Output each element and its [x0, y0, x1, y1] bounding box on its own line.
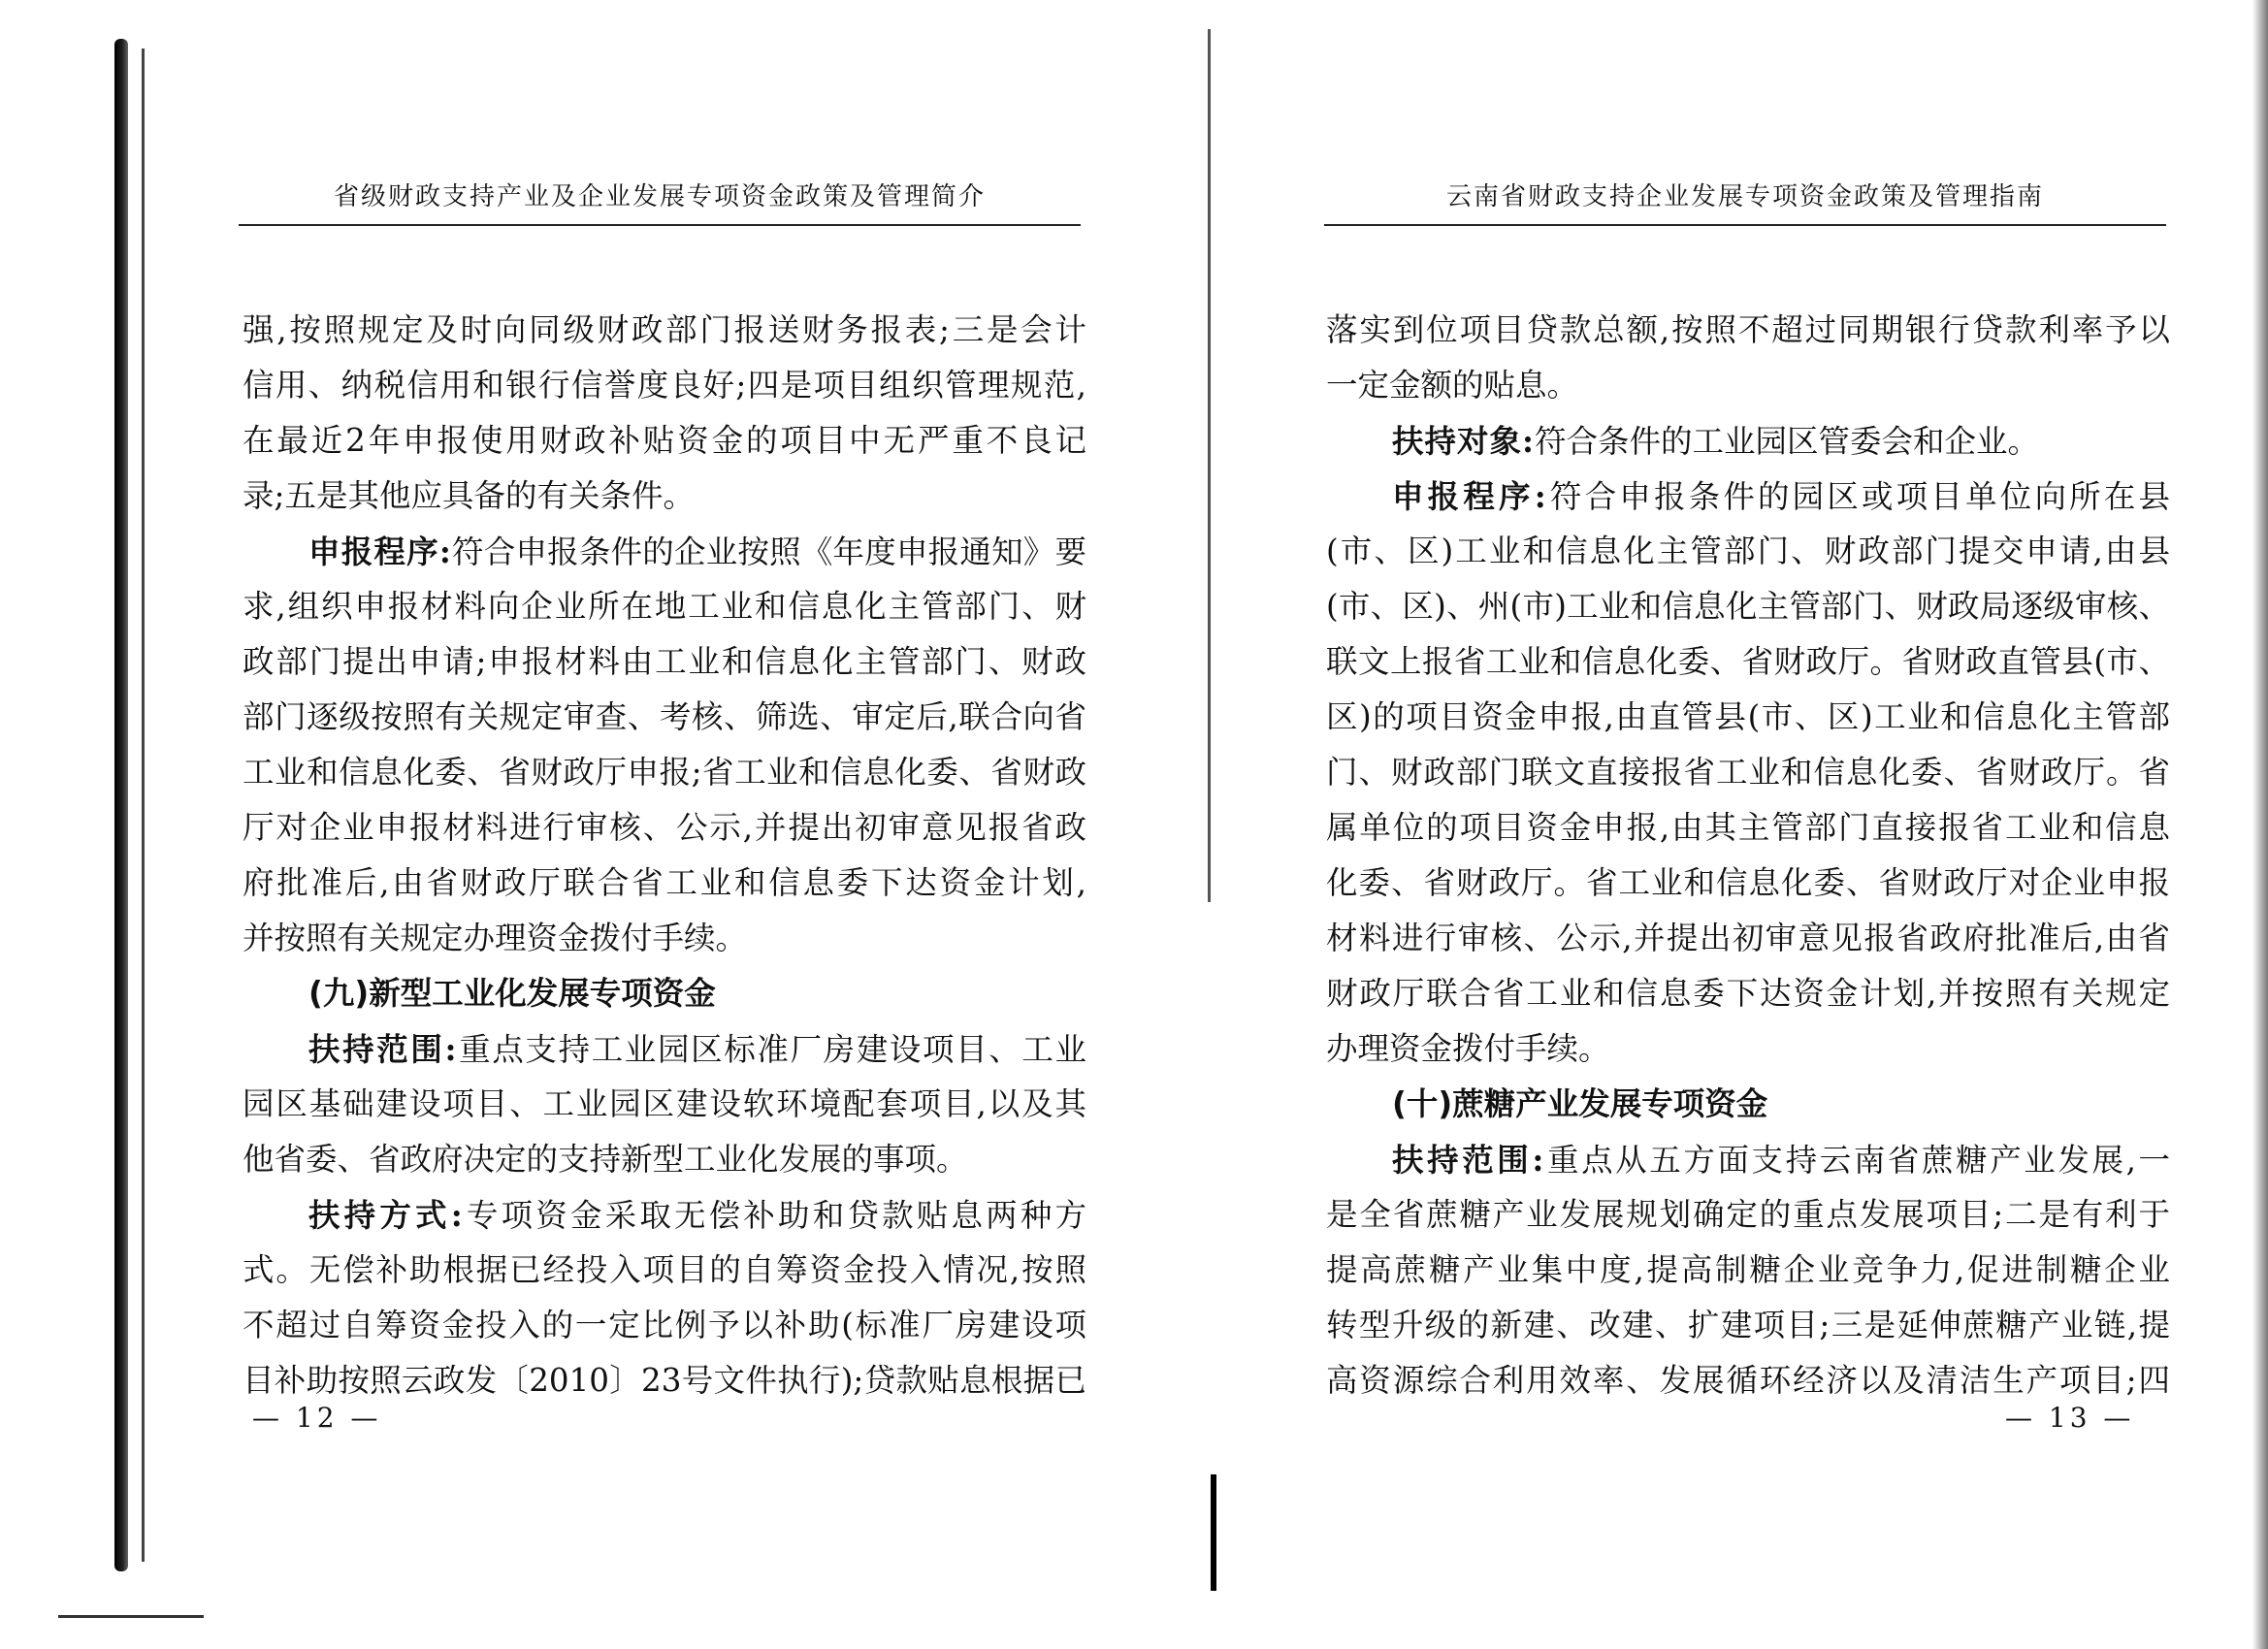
- running-head: 省级财政支持产业及企业发展专项资金政策及管理简介: [239, 178, 1081, 226]
- text-line: 高资源综合利用效率、发展循环经济以及清洁生产项目;四: [1326, 1362, 2170, 1399]
- text-line: 联文上报省工业和信息化委、省财政厅。省财政直管县(市、: [1326, 643, 2170, 680]
- label-scope: 扶持范围:: [308, 1030, 458, 1068]
- text-line: 工业和信息化委、省财政厅申报;省工业和信息化委、省财政: [243, 754, 1086, 791]
- label-procedure: 申报程序:: [308, 533, 452, 570]
- text-run: 重点支持工业园区标准厂房建设项目、工业: [457, 1031, 1086, 1068]
- text-line: 强,按照规定及时向同级财政部门报送财务报表;三是会计: [243, 311, 1086, 348]
- text-line: 厅对企业申报材料进行审核、公示,并提出初审意见报省政: [243, 809, 1086, 846]
- text-line: 化委、省财政厅。省工业和信息化委、省财政厅对企业申报: [1326, 864, 2170, 901]
- right-page: [1134, 0, 2268, 1649]
- label-procedure: 申报程序:: [1392, 477, 1547, 515]
- text-line: [1326, 1132, 2170, 1187]
- page-number: — 12 —: [252, 1402, 382, 1434]
- text-line: [1326, 469, 2170, 524]
- text-line: [243, 1021, 1086, 1077]
- text-line: 提高蔗糖产业集中度,提高制糖企业竞争力,促进制糖企业: [1326, 1251, 2170, 1288]
- text-line: 部门逐级按照有关规定审查、考核、筛选、审定后,联合向省: [243, 698, 1086, 735]
- text-line: [243, 1187, 1086, 1243]
- label-method: 扶持方式:: [308, 1196, 464, 1234]
- text-line: 政部门提出申请;申报材料由工业和信息化主管部门、财政: [243, 643, 1086, 680]
- label-scope: 扶持范围:: [1392, 1141, 1545, 1179]
- text-line: 办理资金拨付手续。: [1326, 1030, 1610, 1067]
- text-line: 信用、纳税信用和银行信誉度良好;四是项目组织管理规范,: [243, 367, 1086, 404]
- text-run: 符合申报条件的企业按照《年度申报通知》要: [451, 534, 1086, 570]
- text-run: 符合申报条件的园区或项目单位向所在县: [1546, 478, 2170, 515]
- body-text: [1326, 303, 2170, 1408]
- text-line: [243, 524, 1086, 579]
- body-text: [243, 303, 1086, 1408]
- text-line: 目补助按照云政发〔2010〕23号文件执行);贷款贴息根据已: [243, 1362, 1086, 1399]
- text-line: 求,组织申报材料向企业所在地工业和信息化主管部门、财: [243, 588, 1086, 625]
- text-line: 属单位的项目资金申报,由其主管部门直接报省工业和信息: [1326, 809, 2170, 846]
- text-line: 并按照有关规定办理资金拨付手续。: [243, 920, 748, 956]
- text-line: 材料进行审核、公示,并提出初审意见报省政府批准后,由省: [1326, 920, 2170, 956]
- text-line: 财政厅联合省工业和信息委下达资金计划,并按照有关规定: [1326, 975, 2170, 1012]
- text-line: 一定金额的贴息。: [1326, 367, 1579, 404]
- text-line: 转型升级的新建、改建、扩建项目;三是延伸蔗糖产业链,提: [1326, 1307, 2170, 1343]
- text-line: (市、区)工业和信息化主管部门、财政部门提交申请,由县: [1326, 533, 2170, 569]
- text-run: 符合条件的工业园区管委会和企业。: [1535, 423, 2040, 460]
- text-line: 园区基础建设项目、工业园区建设软环境配套项目,以及其: [243, 1085, 1086, 1122]
- text-line: 府批准后,由省财政厅联合省工业和信息委下达资金计划,: [243, 864, 1086, 901]
- text-line: [1326, 413, 2170, 469]
- running-head: 云南省财政支持企业发展专项资金政策及管理指南: [1324, 178, 2166, 226]
- section-heading: (十)蔗糖产业发展专项资金: [1392, 1085, 1768, 1122]
- page-number: — 13 —: [2005, 1402, 2135, 1434]
- text-line: 门、财政部门联文直接报省工业和信息化委、省财政厅。省: [1326, 754, 2170, 791]
- text-run: 专项资金采取无偿补助和贷款贴息两种方: [463, 1197, 1086, 1234]
- text-line: 他省委、省政府决定的支持新型工业化发展的事项。: [243, 1141, 968, 1178]
- section-heading: (九)新型工业化发展专项资金: [308, 975, 716, 1012]
- label-target: 扶持对象:: [1392, 422, 1535, 460]
- text-line: 是全省蔗糖产业发展规划确定的重点发展项目;二是有利于: [1326, 1196, 2170, 1233]
- text-run: 重点从五方面支持云南省蔗糖产业发展,一: [1544, 1142, 2170, 1179]
- text-line: 式。无偿补助根据已经投入项目的自筹资金投入情况,按照: [243, 1251, 1086, 1288]
- text-line: 录;五是其他应具备的有关条件。: [243, 477, 695, 514]
- text-line: 落实到位项目贷款总额,按照不超过同期银行贷款利率予以: [1326, 311, 2170, 348]
- text-line: 不超过自筹资金投入的一定比例予以补助(标准厂房建设项: [243, 1307, 1086, 1343]
- text-line: 在最近2年申报使用财政补贴资金的项目中无严重不良记: [243, 422, 1086, 459]
- text-line: 区)的项目资金申报,由直管县(市、区)工业和信息化主管部: [1326, 698, 2170, 735]
- text-line: (市、区)、州(市)工业和信息化主管部门、财政局逐级审核、: [1326, 588, 2170, 625]
